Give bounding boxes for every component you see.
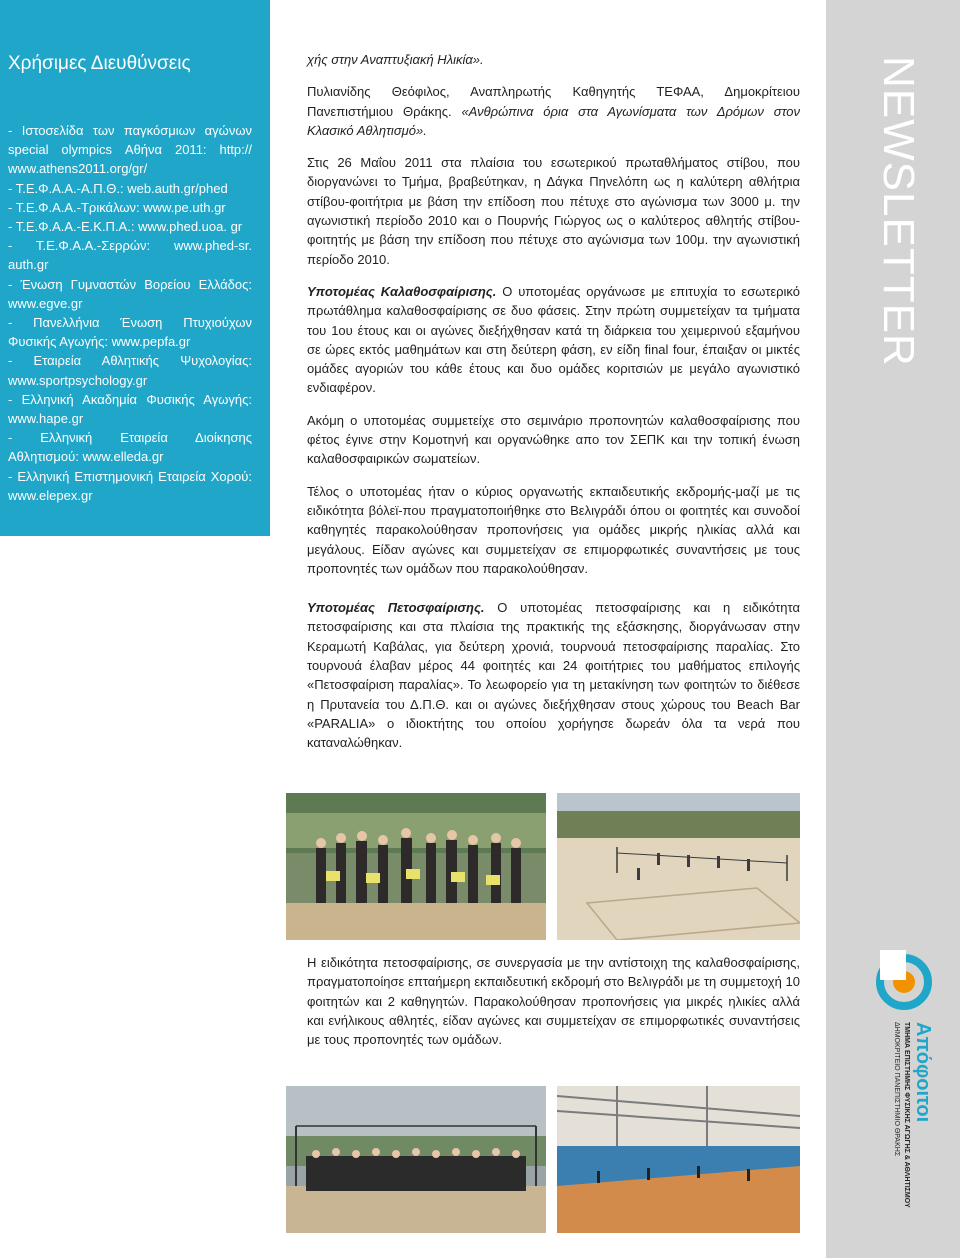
sidebar-title: Χρήσιμες Διευθύνσεις xyxy=(8,53,191,74)
paragraph xyxy=(307,598,800,752)
link-item[interactable]: - Ένωση Γυμναστών Βορείου Ελλάδος: www.egve.gr xyxy=(8,276,252,311)
newsletter-text: NEWSLETTER xyxy=(874,56,923,367)
section-heading: Υποτομέας Καλαθοσφαίρισης. xyxy=(307,283,497,299)
photo-caption: Η ειδικότητα πετοσφαίρισης, σε συνεργασία με την αντίστοιχη της καλαθοσφαίρισης, πραγματοποίησε επταήμερη εκπαιδευτική εκδρομή στο Βελιγράδι με τη συμμετοχή 10 φοιτητών και 2 καθηγητών. Παρακολούθησαν προπονήσεις για μικρές ηλικίες αλλά και ενήλικους αθλητές, είδαν αγώνες και συμμετείχαν σε επιμορφωτικές συναντήσεις με τους προπονητές των ομάδων. xyxy=(307,955,800,1048)
newsletter-label xyxy=(863,56,923,367)
link-item[interactable]: - Τ.Ε.Φ.Α.Α.-Τρικάλων: www.pe.uth.gr xyxy=(8,199,226,215)
link-item[interactable]: - Πανελλήνια Ένωση Πτυχιούχων Φυσικής Αγωγής: www.pepfa.gr xyxy=(8,315,252,350)
link-item[interactable]: - Ελληνική Επιστημονική Εταιρεία Χορού: www.elepex.gr xyxy=(8,468,252,503)
beach-volleyball-photo xyxy=(557,793,800,940)
paragraph xyxy=(307,282,800,398)
logo-department: ΤΜΗΜΑ ΕΠΙΣΤΗΜΗΣ ΦΥΣΙΚΗΣ ΑΓΩΓΗΣ & ΑΘΛΗΤΙΣΜΟΥ xyxy=(903,1022,910,1208)
logo-name: Απόφοιτοι xyxy=(912,1022,934,1123)
paragraph: χής στην Αναπτυξιακή Ηλικία». xyxy=(307,52,484,67)
paragraph: Στις 26 Μαΐου 2011 στα πλαίσια του εσωτερικού πρωταθλήματος στίβου, που διοργανώνει το Τμήμα, βραβεύτηκαν, η Δάγκα Πηνελόπη ως η καλύτερη αθλήτρια στίβου-φοιτήτρια με βάση την επίδοση που πέτυχε στο αγώνισμα των 3000 μ. την αγωνιστική περίοδο 2010 και ο Πουρνής Γιώργος ως ο καλύτερος αθλητής στίβου-φοιτητής με βάση την επίδοση που πέτυχε στο αγώνισμα των 100μ. την αγωνιστική περίοδο 2010. xyxy=(307,155,800,267)
link-item[interactable]: - Ελληνική Εταιρεία Διοίκησης Αθλητισμού: www.elleda.gr xyxy=(8,430,252,465)
sports-hall-photo xyxy=(557,1086,800,1233)
paragraph-text: Ο υποτομέας οργάνωσε με επιτυχία το εσωτερικό πρωτάθλημα καλαθοσφαίρισης σε δυο φάσεις. Στην πρώτη συμμετείχαν τα τμήματα του 1ου έτους και οι αγώνες διεξήχθησαν κατά τη διάρκεια του χειμερινού εξαμήνου σε ώρες εκτός μαθημάτων και στη δεύτερη φάση, εν είδη final four, έπαιξαν οι μικτές ομάδες αγοριών του κάθε έτους και δυο ομάδες κοριτσιών με μεγάλο αγωνιστικό ενδιαφέρον. xyxy=(307,283,801,396)
logo-text xyxy=(866,950,936,1220)
section-heading: Υποτομέας Πετοσφαίρισης. xyxy=(307,600,485,616)
paragraph: Τέλος ο υποτομέας ήταν ο κύριος οργανωτής εκπαιδευτικής εκδρομής-μαζί με τις ειδικότητα βόλεϊ-που πραγματοποιήθηκε στο Βελιγράδι όπου οι φοιτητές και συνοδοί καθηγητές παρακολούθησαν προπονήσεις για ομάδες μικρής ηλικίας αλλά και μεγάλους. Είδαν αγώνες και συμμετείχαν σε επιμορφωτικές συναντήσεις με τους προπονητές των ομάδων που παρακολούθησαν. xyxy=(307,483,800,576)
group-photo-beach xyxy=(286,793,546,940)
useful-links-list xyxy=(8,121,252,505)
link-item[interactable]: - Ιστοσελίδα των παγκόσμιων αγώνων special olympics Αθήνα 2011: http:// www.athens2011.org/gr/ xyxy=(8,123,252,177)
link-item[interactable]: - Τ.Ε.Φ.Α.Α.-Α.Π.Θ.: web.auth.gr/phed xyxy=(8,180,228,196)
alumni-logo xyxy=(866,950,936,1220)
logo-university: ΔΗΜΟΚΡΙΤΕΙΟ ΠΑΝΕΠΙΣΤΗΜΙΟ ΘΡΑΚΗΣ xyxy=(893,1022,900,1157)
main-article xyxy=(307,50,800,766)
group-photo-net xyxy=(286,1086,546,1233)
link-item[interactable]: - Εταιρεία Αθλητικής Ψυχολογίας: www.sportpsychology.gr xyxy=(8,353,252,388)
link-item[interactable]: - Τ.Ε.Φ.Α.Α.-Σερρών: www.phed-sr. auth.gr xyxy=(8,238,252,273)
link-item[interactable]: - Ελληνική Ακαδημία Φυσικής Αγωγής: www.hape.gr xyxy=(8,391,252,427)
link-item[interactable]: - Τ.Ε.Φ.Α.Α.-Ε.Κ.Π.Α.: www.phed.uoa. gr xyxy=(8,219,243,235)
paragraph-title-italic: «Ανθρώπινα όρια στα Αγωνίσματα των Δρόμων στον Κλασικό Αθλητισμό». xyxy=(307,103,800,138)
paragraph: Ακόμη ο υποτομέας συμμετείχε στο σεμινάριο προπονητών καλαθοσφαίρισης που φέτος έγινε στην Κομοτηνή και οργανώθηκε απο τον ΣΕΠΚ και την τοπική ένωση καλαθοσφαιρικών σωματείων. xyxy=(307,412,800,467)
useful-links-box xyxy=(0,0,270,536)
paragraph-text: Ο υποτομέας πετοσφαίρισης και η ειδικότητα πετοσφαίρισης και στα πλαίσια της πρακτικής της εξάσκησης, διοργάνωσαν στην Κεραμωτή Καβάλας, για δεύτερη χρονιά, τουρνουά πετοσφαίρισης παραλίας. Στο τουρνουά έλαβαν μέρος 44 φοιτητές και 24 φοιτήτριες του μαθήματος επιλογής «Πετοσφαίριση παραλίας». Το λεωφορείο για τη μετακίνηση των φοιτητών το διέθεσε η Πρυτανεία του Δ.Π.Θ. και οι αγώνες διεξήχθησαν στους χώρους του Beach Bar «PARALIA» ο ιδιοκτήτης του οποίου χορήγησε δωρεάν όλα τα νερά που καταναλώθηκαν. xyxy=(307,600,801,751)
sidebar xyxy=(0,0,270,1258)
paragraph-text: Πυλιανίδης Θεόφιλος, Αναπληρωτής Καθηγητής ΤΕΦΑΑ, Δημοκρίτειου Πανεπιστήμιου Θράκης. xyxy=(307,84,800,119)
paragraph xyxy=(307,82,800,140)
